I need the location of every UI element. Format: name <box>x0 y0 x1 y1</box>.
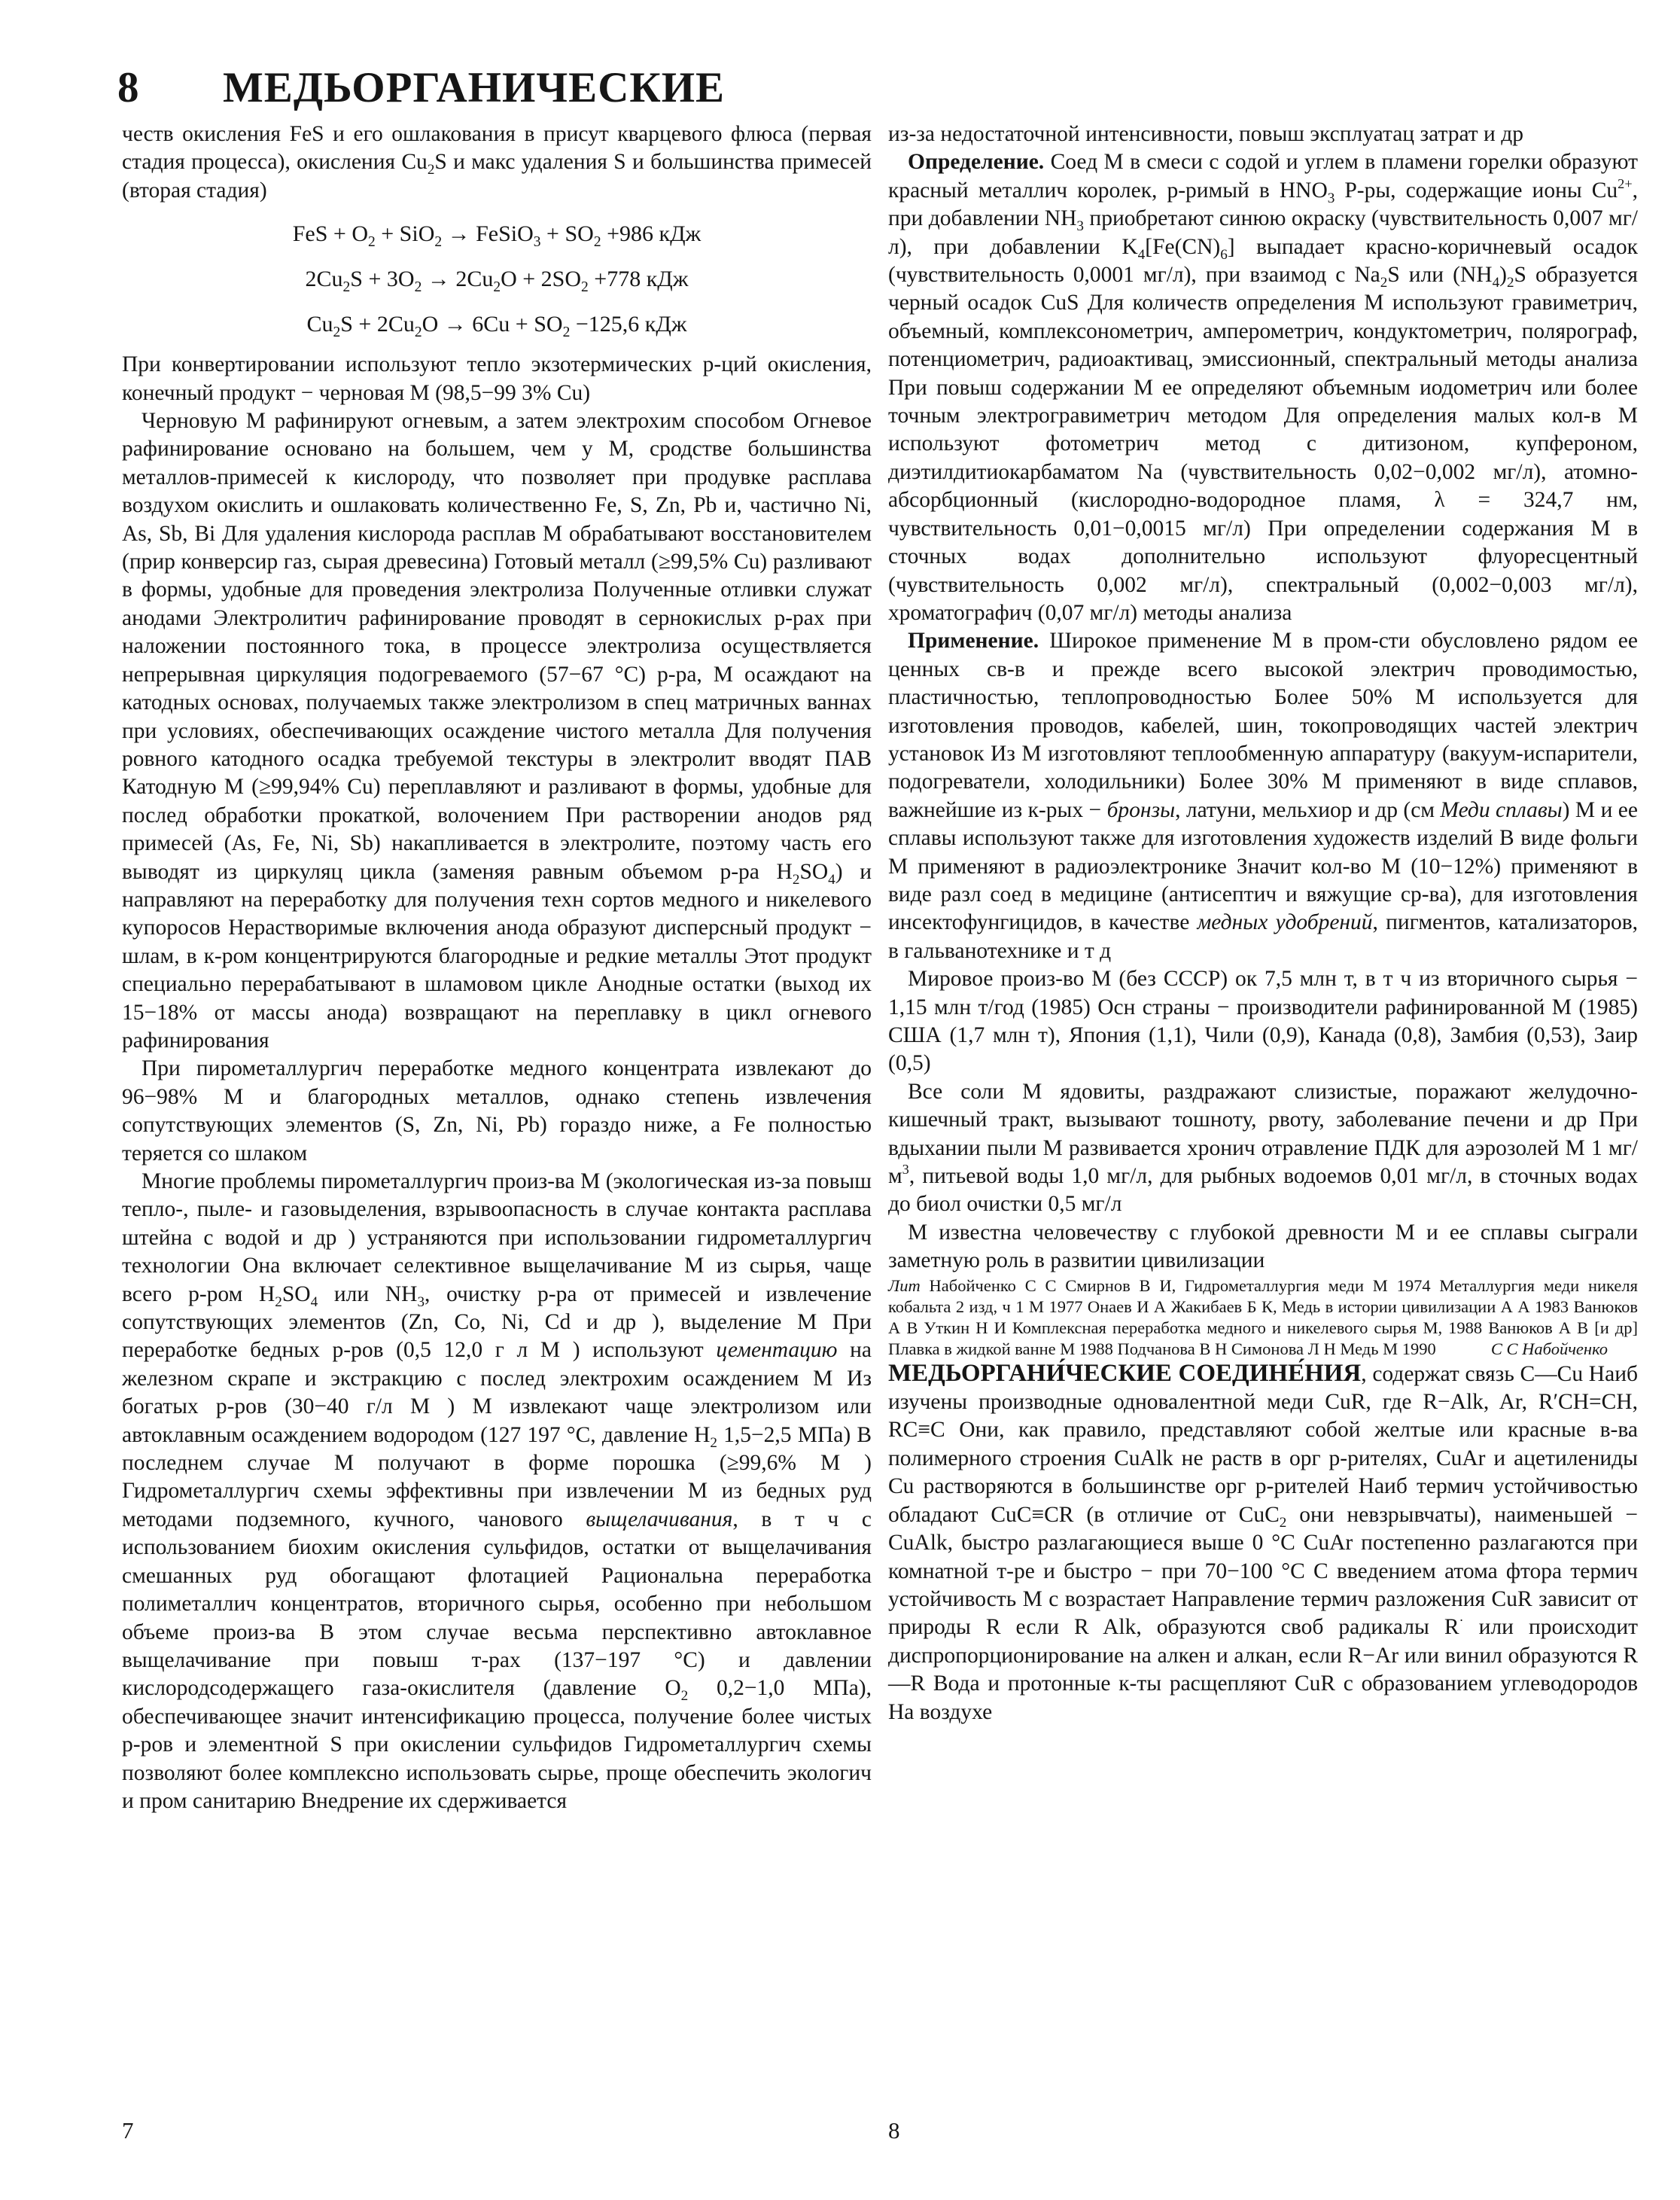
paragraph: Мировое произ-во М (без СССР) ок 7,5 млн т, в т ч из вторичного сырья − 1,15 млн т/год (1985) Осн страны − производители рафинированной М (1985) США (1,7 млн т), Япония (1,1), Чили (0,9), Канада (0,8), Замбия (0,53), Заир (0,5) <box>888 967 1638 1076</box>
paragraph: Многие проблемы пирометаллургич произ-ва М (экологическая из-за повыш тепло-, пыле- и газовыделения, взрывоопасность в случае контакта расплава штейна с водой и др ) устраняются при использовании гидрометаллургич технологии Она включает селективное выщелачивание М из сырья, чаще всего р-ром $H_2SO_4$ или $NH_3$, очистку р-ра от примесей и извлечение сопутствующих элементов (Zn, Co, Ni, Cd и др ), выделение М При переработке бедных р-ров (0,5 12,0 г л М ) используют цементацию на железном скрапе и экстракцию с послед электрохим осаждением М Из богатых р-ров (30−40 г/л М ) М извлекают чаще электролизом или автоклавным осаждением водородом (127 197 °C, давление $H_2$ 1,5−2,5 МПа) В последнем случае М получают в форме порошка (≥99,6% М ) Гидрометаллургич схемы эффективны при извлечении М из бедных руд методами подземного, кучного, чанового выщелачивания, в т ч с использованием биохим окисления сульфидов, остатки от выщелачивания смешанных руд обогащают флотацией Рациональна переработка полиметаллич концентратов, вторичного сырья, особенно при небольшом объеме произ-ва В этом случае весьма перспективно автоклавное выщелачивание при повыш т-рах (137−197 °C) и давлении кислородсодержащего газа-окислителя (давление $O_2$ 0,2−1,0 МПа), обеспечивающее значит интенсификацию процесса, получение более чистых р-ров и элементной S при окислении сульфидов Гидрометаллургич схемы позволяют более комплексно использовать сырье, проще обеспечить экологич и пром санитарию Внедрение их сдерживается <box>122 1169 872 1813</box>
page-header <box>117 54 725 122</box>
column-number-left: 7 <box>122 2117 134 2144</box>
paragraph: При конвертировании используют тепло экзотермических р-ций окисления, конечный продукт − черновая М (98,5−99 3% Cu) <box>122 352 872 405</box>
chemical-equation: $Cu_2S + 2Cu_2O \to 6Cu + SO_2 -125,6$ кДж <box>306 312 687 341</box>
paragraph: Черновую М рафинируют огневым, а затем электрохим способом Огневое рафинирование основано на большем, чем у М, сродстве большинства металлов-примесей к кислороду, что позволяет при продувке расплава воздухом окислить и ошлаковать количественно Fe, S, Zn, Pb и, частично Ni, As, Sb, Bi Для удаления кислорода расплав М обрабатывают восстановителем (прир конверсир газ, сырая древесина) Готовый металл (≥99,5% Cu) разливают в формы, удобные для проведения электролиза Полученные отливки служат анодами Электролитич рафинирование проводят в сернокислых р-рах при наложении постоянного тока, в процессе электролиза осуществляется непрерывная циркуляция подогреваемого (57−67 °C) р-ра, М осаждают на катодных основах, получаемых также электролизом в спец матричных ваннах при условиях, обеспечивающих осаждение чистого металла Для получения ровного катодного осадка требуемой текстуры в электролит вводят ПАВ Катодную М (≥99,94% Cu) переплавляют и разливают в формы, удобные для послед обработки прокаткой, волочением При растворении анодов ряд примесей (As, Fe, Ni, Sb) накапливается в электролите, поэтому часть его выводят из циркуляц цикла (заменяя равным объемом р-ра $H_2SO_4$) и направляют на переработку для получения техн сортов медного и никелевого купоросов Нерастворимые включения анода образуют дисперсный продукт − шлам, в к-ром концентрируются благородные и редкие металлы Этот продукт специально перерабатывают в шламовом цикле Анодные остатки (выход их 15−18% от массы анода) возвращают на переплавку в цикл огневого рафинирования <box>122 409 872 1053</box>
chemical-equation: FeS + $O_2 + SiO_2$ → FeSiO$_3$ + $SO_2 +986$ кДж <box>292 221 702 251</box>
paragraph: из-за недостаточной интенсивности, повыш эксплуатац затрат и др <box>888 122 1523 146</box>
header-page-number: 8 <box>117 64 140 111</box>
paragraph: МЕДЬОРГАНИ́ЧЕСКИЕ СОЕДИНЕ́НИЯ, содержат связь C—Cu Наиб изучены производные одновалентной меди CuR, где R−Alk, Ar, R′CH=CH, RC≡C Они, как правило, представляют собой желтые или красные в-ва полимерного строения CuAlk не раств в орг р-рителях, CuAr и ацетилениды Cu растворяются в большинстве орг р-рителей Наиб термич устойчивостью обладают CuC≡CR (в отличие от CuC$_2$ они невзрывчаты), наименьшей − CuAlk, быстро разлагающиеся выше 0 °C CuAr постепенно разлагаются при комнатной т-ре и быстро − при 70−100 °C С введением атома фтора термич устойчивость М с возрастает Направление термич разложения CuR зависит от природы R если R Alk, образуются своб радикалы R· или происходит диспропорционирование на алкен и алкан, если R−Ar или винил образуются R—R Вода и протонные к-ты расщепляют CuR с образованием углеводородов На воздухе <box>888 1359 1638 1724</box>
paragraph: При пирометаллургич переработке медного концентрата извлекают до 96−98% М и благородных металлов, однако степень извлечения сопутствующих элементов (S, Zn, Ni, Pb) гораздо ниже, а Fe полностью теряется со шлаком <box>122 1056 872 1166</box>
paragraph: Определение. Соед М в смеси с содой и углем в пламени горелки образуют красный металлич королек, р-римый в $HNO_3$ Р-ры, содержащие ионы $Cu^{2+}$, при добавлении $NH_3$ приобретают синюю окраску (чувствительность 0,007 мг/л), при добавлении $K_4[Fe(CN)_6]$ выпадает красно-коричневый осадок (чувствительность 0,0001 мг/л), при взаимод с $Na_2S$ или $(NH_4)_2S$ образуется черный осадок CuS Для количеств определения М используют гравиметрич, объемный, комплексонометрич, амперометрич, кондуктометрич, полярограф, потенциометрич, радиоактивац, эмиссионный, спектральный методы анализа При повыш содержании М ее определяют объемным иодометрич или более точным электрогравиметрич методом Для определения малых кол-в М используют фотометрич метод с дитизоном, купфероном, диэтилдитиокарбаматом Na (чувствительность 0,02−0,002 мг/л), атомно-абсорбционный (кислородно-водородное пламя, λ = 324,7 нм, чувствительность 0,01−0,0015 мг/л) При определении содержания М в сточных водах дополнительно используют флуоресцентный (чувствительность 0,002 мг/л), спектральный (0,002−0,003 мг/л), хроматографич (0,07 мг/л) методы анализа <box>888 150 1638 625</box>
left-column <box>122 120 872 1815</box>
references: Лит Набойченко С С Смирнов В И, Гидрометаллургия меди М 1974 Металлургия меди никеля кобальта 2 изд, ч 1 М 1977 Онаев И А Жакибаев Б К, Медь в истории цивилизации А А 1983 Ванюков А В Уткин Н И Комплексная переработка медного и никелевого сырья М, 1988 Ванюков А В [и др] Плавка в жидкой ванне М 1988 Подчанова В Н Симонова Л Н Медь М 1990 С С Набойченко <box>888 1275 1638 1358</box>
right-column <box>888 120 1638 1726</box>
paragraph: честв окисления FeS и его ошлакования в присут кварцевого флюса (первая стадия процесса), окисления $Cu_2S$ и макс удаления S и большинства примесей (вторая стадия) <box>122 122 872 203</box>
chemical-equation: $2Cu_2S + 3O_2 \to 2Cu_2O + 2SO_2 +778$ кДж <box>305 267 689 296</box>
paragraph: Применение. Широкое применение М в пром-сти обусловлено рядом ее ценных св-в и прежде всего высокой электрич проводимостью, пластичностью, теплопроводностью Более 50% М используется для изготовления проводов, кабелей, шин, токопроводящих частей электрич установок Из М изготовляют теплообменную аппаратуру (вакуум-испарители, подогреватели, холодильники) Более 30% М применяют в виде сплавов, важнейшие из к-рых − бронзы, латуни, мельхиор и др (см Меди сплавы) М и ее сплавы используют также для изготовления художеств изделий В виде фольги М применяют в радиоэлектронике Значит кол-во М (10−12%) применяют в виде разл соед в медицине (антисептич и вяжущие ср-ва), для изготовления инсектофунгицидов, в качестве медных удобрений, пигментов, катализаторов, в гальванотехнике и т д <box>888 629 1638 963</box>
paragraph: М известна человечеству с глубокой древности М и ее сплавы сыграли заметную роль в развитии цивилизации <box>888 1220 1638 1273</box>
header-title: МЕДЬОРГАНИЧЕСКИЕ <box>223 64 726 111</box>
column-number-right: 8 <box>888 2117 900 2144</box>
paragraph: Все соли М ядовиты, раздражают слизистые, поражают желудочно-кишечный тракт, вызывают тошноту, рвоту, заболевание печени и др При вдыхании пыли М развивается хронич отравление ПДК для аэрозолей М 1 $мг/м^3$, питьевой воды 1,0 мг/л, для рыбных водоемов 0,01 мг/л, в сточных водах до биол очистки 0,5 мг/л <box>888 1079 1638 1217</box>
